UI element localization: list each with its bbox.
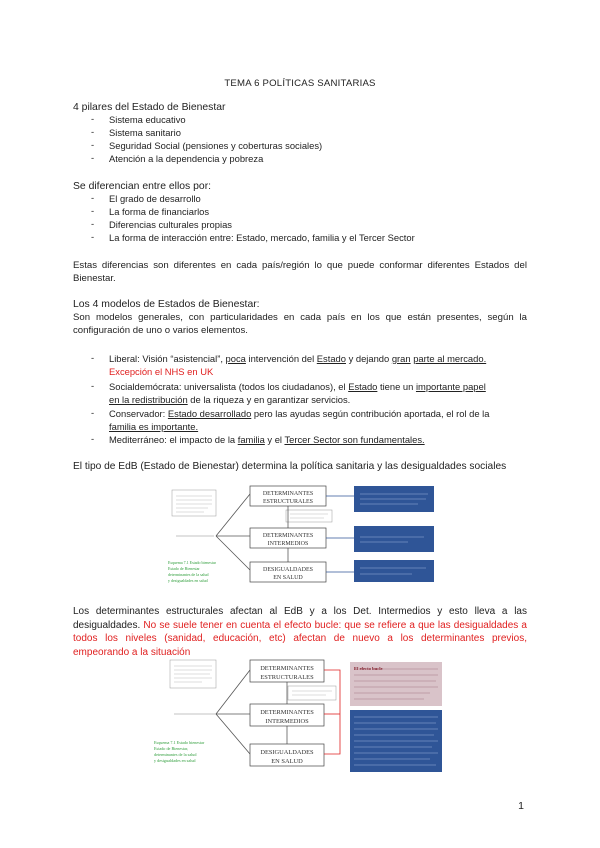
diagram-1-caption-l4: y desigualdades en salud xyxy=(168,578,208,583)
diagram-1 xyxy=(168,482,440,590)
diagram-2-box-structural-l1: DETERMINANTES xyxy=(260,665,314,672)
list-item: Diferencias culturales propias xyxy=(109,219,232,230)
models-heading: Los 4 modelos de Estados de Bienestar: xyxy=(73,299,260,310)
diagram-1-box-inequalities-l2: EN SALUD xyxy=(273,575,303,581)
diagram-1-box-structural-l2: ESTRUCTURALES xyxy=(262,499,314,505)
model-socialdemocrata-cont: en la redistribución de la riqueza y en garantizar servicios. xyxy=(109,394,351,405)
models-intro: Son modelos generales, con particularidades en cada país en los que están presentes, según la configuración de uno o varios elementos. xyxy=(73,312,527,337)
diagram-2-caption-l4: y desigualdades en salud xyxy=(154,758,196,763)
diagram-2-box-structural-l2: ESTRUCTURALES xyxy=(260,674,314,681)
model-socialdemocrata: Socialdemócrata: universalista (todos los ciudadanos), el Estado tiene un importante papel xyxy=(109,381,486,392)
page-number: 1 xyxy=(518,800,524,812)
list-item: Seguridad Social (pensiones y coberturas sociales) xyxy=(109,140,323,151)
pillars-heading: 4 pilares del Estado de Bienestar xyxy=(73,102,226,113)
diagram-1-blue-note-3 xyxy=(354,560,434,582)
diagram-1-box-inequalities-l1: DESIGUALDADES xyxy=(263,567,313,573)
diagram-1-caption-l2: Estado de Bienestar xyxy=(168,566,200,571)
diagram-2 xyxy=(154,658,446,774)
document-page: TEMA 6 POLÍTICAS SANITARIAS 4 pilares del Estado de Bienestar - Sistema educativo - Sistema sanitario - Seguridad Social (pensiones y coberturas sociales) - Atención a la dependencia y pobreza Se diferencian entre ellos por: - El grado de desarrollo - La forma de financiarlos - Diferencias culturales propias - La forma de interacción entre: Estado, mercado, familia y el Tercer Sector Estas diferencias son diferentes en cada país/región lo que puede conformar diferentes Estados del Bienestar. Los 4 modelos de Estados de Bienestar: Son modelos generales, con particularidades en cada país en los que están presentes, según la configuración de uno o varios elementos. - Liberal: Visión “asistencial”, poca intervención del Estado y dejando gran parte al mercado. Excepción el NHS en UK - Socialdemócrata: universalista (todos los ciudadanos), el Estado tiene un importante papel en la redistribución de la riqueza y en garantizar servicios. - Conservador: Estado desarrollado pero las ayudas según contribución aportada, el rol de la familia es importante. - Mediterráneo: el impacto de la familia y el Tercer Sector son fundamentales. El tipo de EdB (Estado de Bienestar) determina la política sanitaria y las desigualdades sociales DETERMINANTES ESTRUCTURALES DETERMINANTES INTERMEDIOS DESIGUALDADES EN SALUD Esquema 7.1 Estado bienestar Estado de Bienestar determinantes de la salud y desigualdades en salud Los determinantes estructurales afectan al EdB y a los Det. Intermedios y esto lleva a las desigualdades. No se suele tener en cuenta el efecto bucle: que se refiere a que las desigualdades a todos los niveles (sanidad, educación, etc) afectan de nuevo a los determinantes previos, empeorando a la situación DETERMINANTES ESTRUCTURALES DETERMINANTES INTERMEDIOS DESIGUALDADES EN SALUD El efecto bucle Esquema 7.1 Estado bienestar Estado de Bienestar, determinantes de la salud y desigualdades en salud 1 xyxy=(0,0,600,848)
diagram-1-box-structural-l1: DETERMINANTES xyxy=(262,491,314,497)
diagram-2-pink-note-title: El efecto bucle xyxy=(354,666,383,671)
diagram-2-caption-l2: Estado de Bienestar, xyxy=(154,746,189,751)
model-conservador: Conservador: Estado desarrollado pero las ayudas según contribución aportada, el rol de la xyxy=(109,408,490,419)
differences-paragraph: Estas diferencias son diferentes en cada país/región lo que puede conformar diferentes Estados del Bienestar. xyxy=(73,260,527,285)
model-mediterraneo: Mediterráneo: el impacto de la familia y el Tercer Sector son fundamentales. xyxy=(109,434,425,445)
diagram-1-box-intermediate-l2: INTERMEDIOS xyxy=(267,541,309,547)
diagram-1-blue-note-2 xyxy=(354,526,434,552)
diagram-2-box-intermediate-l2: INTERMEDIOS xyxy=(265,718,309,725)
list-item: Sistema educativo xyxy=(109,114,186,125)
diagram-2-caption-l3: determinantes de la salud xyxy=(154,752,197,757)
liberal-exception: Excepción el NHS en UK xyxy=(109,366,214,377)
list-item: La forma de financiarlos xyxy=(109,206,210,217)
model-liberal: Liberal: Visión “asistencial”, poca intervención del Estado y dejando gran parte al mercado. xyxy=(109,353,487,364)
diagram-2-box-inequalities-l1: DESIGUALDADES xyxy=(260,749,314,756)
list-item: Sistema sanitario xyxy=(109,127,181,138)
diagram-1-caption-l1: Esquema 7.1 Estado bienestar xyxy=(168,560,216,565)
edb-paragraph: El tipo de EdB (Estado de Bienestar) determina la política sanitaria y las desigualdades sociales xyxy=(73,461,507,472)
model-conservador-cont: familia es importante. xyxy=(109,421,199,432)
list-item: Atención a la dependencia y pobreza xyxy=(109,153,264,164)
determinants-paragraph: Los determinantes estructurales afectan al EdB y a los Det. Intermedios y esto lleva a las desigualdades. No se suele tener en cuenta el efecto bucle: que se refiere a que las desigualdades a todos los niveles (sanidad, educación, etc) afectan de nuevo a los determinantes previos, empeorando a la situación xyxy=(73,606,527,658)
page-title: TEMA 6 POLÍTICAS SANITARIAS xyxy=(224,78,376,89)
diagram-2-box-intermediate-l1: DETERMINANTES xyxy=(260,709,314,716)
list-item: La forma de interacción entre: Estado, mercado, familia y el Tercer Sector xyxy=(109,232,415,243)
diagram-1-caption-l3: determinantes de la salud xyxy=(168,572,209,577)
differ-heading: Se diferencian entre ellos por: xyxy=(73,181,212,192)
list-item: El grado de desarrollo xyxy=(109,193,201,204)
diagram-2-box-inequalities-l2: EN SALUD xyxy=(271,758,303,765)
diagram-1-box-intermediate-l1: DETERMINANTES xyxy=(262,533,314,539)
diagram-2-caption-l1: Esquema 7.1 Estado bienestar xyxy=(154,740,205,745)
diagram-2-loop-line xyxy=(324,670,340,754)
